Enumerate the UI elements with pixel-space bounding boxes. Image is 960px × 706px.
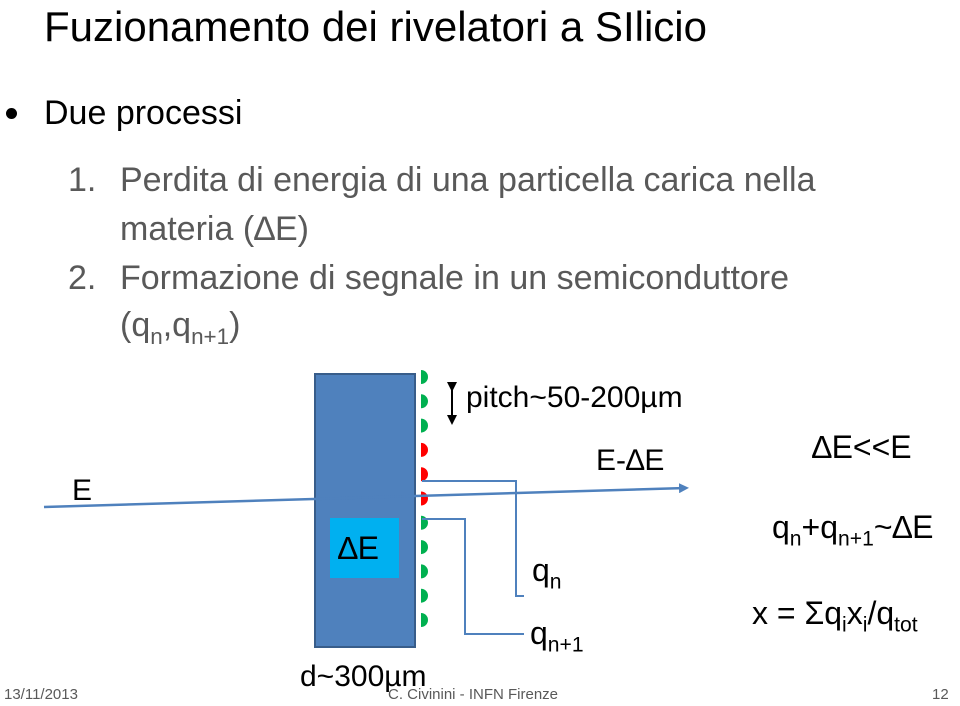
incoming-energy-label: E: [72, 474, 93, 507]
readout-strips: [421, 370, 428, 627]
item-2-line-2: $(q_n,q_{n+1})$: [120, 306, 241, 349]
item-number-2: 2.: [68, 259, 97, 297]
bullet-text: Due processi: [44, 94, 243, 132]
item-1-line-1: Perdita di energia di una particella carica nella: [120, 161, 816, 199]
readout-strip: [421, 564, 428, 578]
charge-qn-label: $q_n$: [532, 552, 562, 594]
energy-deposit-box: [330, 518, 399, 578]
hit-strip: [421, 492, 428, 506]
footer-date: 13/11/2013: [4, 686, 78, 703]
position-equation: $x = \Sigma q_ix_i/q_{tot}$: [752, 595, 918, 637]
slide-title: Fuzionamento dei rivelatori a SIlicio: [44, 3, 707, 50]
readout-strip: [421, 370, 428, 384]
item-1-line-2: materia (∆E): [120, 210, 309, 248]
energy-deposit-label: ∆E: [338, 530, 379, 566]
readout-strip: [421, 516, 428, 530]
footer-author: C. Civinini - INFN Firenze: [388, 686, 559, 703]
readout-strip: [421, 613, 428, 627]
footer-page-number: 12: [932, 686, 949, 703]
readout-strip: [421, 419, 428, 433]
readout-line-qn: [422, 481, 524, 596]
approximation-label: ∆E<<E: [812, 429, 912, 465]
readout-line-qn1: [422, 519, 524, 634]
item-number-1: 1.: [68, 161, 97, 199]
hit-strip: [421, 443, 428, 457]
pitch-label: pitch~50-200µm: [466, 381, 683, 414]
exit-energy-label: E-∆E: [596, 444, 665, 477]
readout-strip: [421, 589, 428, 603]
charge-qn1-label: $q_{n+1}$: [530, 615, 584, 657]
charge-sum-equation: $q_n+q_{n+1}\sim\Delta E$: [772, 509, 934, 551]
item-2-line-1: Formazione di segnale in un semiconduttore: [120, 259, 790, 297]
readout-strip: [421, 540, 428, 554]
thickness-label: d~300µm: [300, 660, 427, 693]
silicon-detector: [315, 374, 415, 647]
hit-strip: [421, 467, 428, 481]
readout-strip: [421, 394, 428, 408]
